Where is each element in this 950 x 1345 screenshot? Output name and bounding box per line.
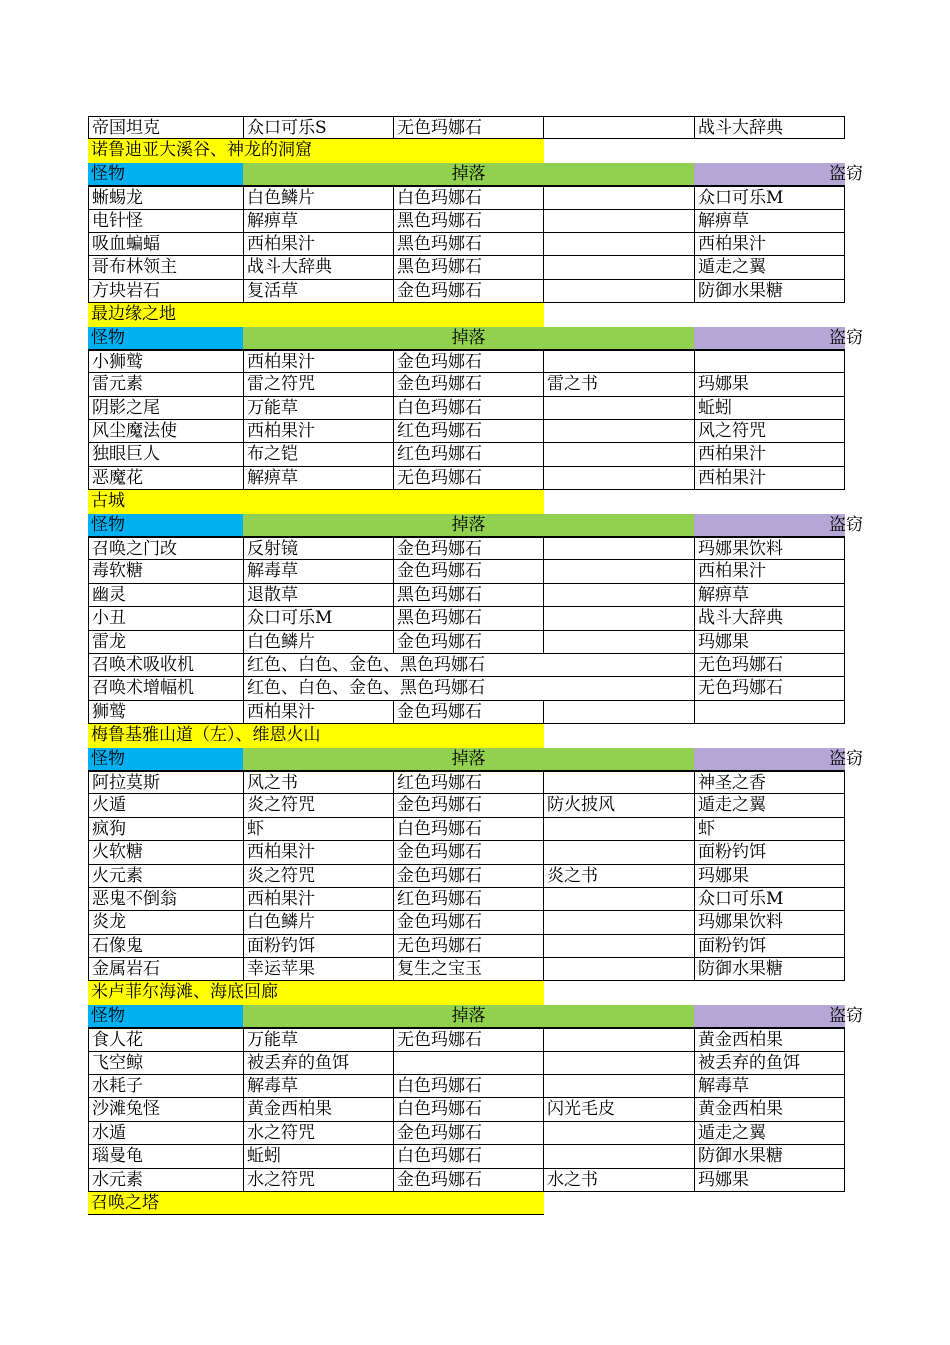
header-steal	[694, 163, 863, 186]
cell-drop-1: 万能草	[243, 1028, 393, 1051]
zone-title: 梅鲁基雅山道（左）、维恩火山	[88, 724, 544, 747]
cell-drop-merged: 红色、白色、金色、黑色玛娜石	[243, 654, 694, 677]
table-row	[88, 560, 845, 583]
cell-monster: 小丑	[88, 607, 243, 630]
cell-steal: 遁走之翼	[694, 794, 845, 817]
table-row	[88, 911, 845, 934]
header-drop: 掉落	[243, 327, 694, 350]
table-row	[88, 233, 845, 256]
cell-steal: 神圣之香	[694, 771, 845, 794]
cell-drop-2: 红色玛娜石	[393, 888, 543, 911]
cell-drop-2: 金色玛娜石	[393, 794, 543, 817]
cell-drop-2: 金色玛娜石	[393, 631, 543, 654]
cell-drop-3	[543, 771, 694, 794]
cell-drop-3	[543, 233, 694, 256]
cell-drop-2: 无色玛娜石	[393, 116, 543, 139]
cell-monster: 沙滩兔怪	[88, 1098, 243, 1121]
zone-row	[88, 303, 845, 326]
table-row	[88, 841, 845, 864]
header-monster: 怪物	[88, 1005, 243, 1028]
cell-steal: 风之符咒	[694, 420, 845, 443]
cell-drop-3: 炎之书	[543, 865, 694, 888]
cell-drop-2: 黑色玛娜石	[393, 607, 543, 630]
cell-steal: 无色玛娜石	[694, 654, 845, 677]
cell-drop-2: 金色玛娜石	[393, 1122, 543, 1145]
cell-monster: 小狮鹫	[88, 350, 243, 373]
table-row	[88, 865, 845, 888]
cell-drop-2: 黑色玛娜石	[393, 584, 543, 607]
cell-drop-3	[543, 1075, 694, 1098]
table-row	[88, 186, 845, 209]
cell-drop-2: 黑色玛娜石	[393, 256, 543, 279]
cell-drop-3	[543, 1145, 694, 1168]
table-row	[88, 631, 845, 654]
header-steal	[694, 1005, 863, 1028]
table-row	[88, 1028, 845, 1051]
cell-drop-2: 红色玛娜石	[393, 443, 543, 466]
zone-title: 召唤之塔	[88, 1192, 544, 1215]
cell-drop-2: 黑色玛娜石	[393, 210, 543, 233]
cell-drop-3	[543, 467, 694, 490]
cell-drop-2: 复生之宝玉	[393, 958, 543, 981]
cell-steal: 西柏果汁	[694, 443, 845, 466]
cell-drop-3	[543, 1052, 694, 1075]
cell-drop-1: 虾	[243, 818, 393, 841]
table-row	[88, 607, 845, 630]
header-drop: 掉落	[243, 1005, 694, 1028]
table-row	[88, 1145, 845, 1168]
table-row	[88, 210, 845, 233]
cell-monster: 吸血蝙蝠	[88, 233, 243, 256]
cell-steal: 玛娜果	[694, 1169, 845, 1192]
cell-drop-3	[543, 443, 694, 466]
header-monster: 怪物	[88, 748, 243, 771]
cell-drop-2: 金色玛娜石	[393, 280, 543, 303]
header-steal	[694, 327, 863, 350]
table-row	[88, 818, 845, 841]
cell-steal: 解痹草	[694, 210, 845, 233]
cell-drop-3	[543, 958, 694, 981]
cell-monster: 帝国坦克	[88, 116, 243, 139]
cell-monster: 雷龙	[88, 631, 243, 654]
cell-drop-3	[543, 420, 694, 443]
cell-drop-2: 白色玛娜石	[393, 397, 543, 420]
cell-monster: 蜥蜴龙	[88, 186, 243, 209]
cell-drop-1: 西柏果汁	[243, 888, 393, 911]
cell-drop-2: 金色玛娜石	[393, 350, 543, 373]
cell-steal: 众口可乐M	[694, 186, 845, 209]
cell-drop-2: 红色玛娜石	[393, 420, 543, 443]
table-row	[88, 677, 845, 700]
cell-drop-3	[543, 256, 694, 279]
cell-monster: 石像鬼	[88, 935, 243, 958]
zone-row	[88, 981, 845, 1004]
cell-monster: 电针怪	[88, 210, 243, 233]
table-row	[88, 256, 845, 279]
table-row	[88, 1169, 845, 1192]
table-row	[88, 1075, 845, 1098]
cell-drop-1: 西柏果汁	[243, 841, 393, 864]
cell-steal: 西柏果汁	[694, 467, 845, 490]
cell-drop-1: 蚯蚓	[243, 1145, 393, 1168]
cell-drop-1: 水之符咒	[243, 1122, 393, 1145]
cell-drop-1: 被丢弃的鱼饵	[243, 1052, 393, 1075]
zone-row	[88, 724, 845, 747]
cell-monster: 水遁	[88, 1122, 243, 1145]
cell-steal: 玛娜果	[694, 373, 845, 396]
cell-monster: 狮鹫	[88, 701, 243, 724]
table-row	[88, 1052, 845, 1075]
cell-steal: 西柏果汁	[694, 560, 845, 583]
monster-drop-steal-sheet	[88, 116, 863, 1215]
zone-row	[88, 490, 845, 513]
cell-drop-1: 解痹草	[243, 467, 393, 490]
table-row	[88, 350, 845, 373]
table-row	[88, 1122, 845, 1145]
cell-drop-3: 雷之书	[543, 373, 694, 396]
cell-steal: 西柏果汁	[694, 233, 845, 256]
cell-monster: 水耗子	[88, 1075, 243, 1098]
cell-steal: 黄金西柏果	[694, 1098, 845, 1121]
cell-steal: 被丢弃的鱼饵	[694, 1052, 845, 1075]
cell-drop-3	[543, 560, 694, 583]
cell-drop-1: 复活草	[243, 280, 393, 303]
header-monster: 怪物	[88, 514, 243, 537]
cell-steal: 遁走之翼	[694, 256, 845, 279]
cell-drop-3	[543, 280, 694, 303]
header-steal-label: 盗窃	[829, 514, 863, 535]
cell-drop-1: 面粉钓饵	[243, 935, 393, 958]
cell-drop-1: 解毒草	[243, 560, 393, 583]
cell-drop-3	[543, 210, 694, 233]
cell-steal: 黄金西柏果	[694, 1028, 845, 1051]
cell-drop-2: 金色玛娜石	[393, 537, 543, 560]
cell-monster: 火软糖	[88, 841, 243, 864]
header-drop: 掉落	[243, 514, 694, 537]
table-row	[88, 701, 845, 724]
header-row	[88, 163, 863, 186]
cell-steal: 玛娜果	[694, 865, 845, 888]
table-row	[88, 1098, 845, 1121]
header-steal	[694, 514, 863, 537]
cell-drop-1: 黄金西柏果	[243, 1098, 393, 1121]
table-row	[88, 537, 845, 560]
header-steal-label: 盗窃	[829, 1005, 863, 1026]
cell-drop-3	[543, 841, 694, 864]
table-row	[88, 420, 845, 443]
cell-monster: 炎龙	[88, 911, 243, 934]
cell-drop-3	[543, 186, 694, 209]
cell-drop-1: 水之符咒	[243, 1169, 393, 1192]
cell-monster: 火元素	[88, 865, 243, 888]
header-monster: 怪物	[88, 327, 243, 350]
cell-drop-1: 炎之符咒	[243, 865, 393, 888]
cell-monster: 恶鬼不倒翁	[88, 888, 243, 911]
cell-drop-1: 众口可乐S	[243, 116, 393, 139]
cell-monster: 水元素	[88, 1169, 243, 1192]
cell-drop-1: 风之书	[243, 771, 393, 794]
cell-drop-2: 白色玛娜石	[393, 1145, 543, 1168]
cell-monster: 方块岩石	[88, 280, 243, 303]
cell-drop-3	[543, 607, 694, 630]
table-row	[88, 935, 845, 958]
cell-steal: 虾	[694, 818, 845, 841]
table-row	[88, 654, 845, 677]
cell-drop-2: 无色玛娜石	[393, 467, 543, 490]
table-row	[88, 888, 845, 911]
cell-monster: 食人花	[88, 1028, 243, 1051]
cell-drop-2: 金色玛娜石	[393, 1169, 543, 1192]
table-row	[88, 280, 845, 303]
table-row	[88, 771, 845, 794]
header-monster: 怪物	[88, 163, 243, 186]
cell-steal: 众口可乐M	[694, 888, 845, 911]
cell-drop-3	[543, 116, 694, 139]
cell-drop-1: 西柏果汁	[243, 701, 393, 724]
table-row	[88, 116, 845, 139]
header-row	[88, 514, 863, 537]
cell-monster: 火遁	[88, 794, 243, 817]
cell-steal: 解毒草	[694, 1075, 845, 1098]
cell-steal: 蚯蚓	[694, 397, 845, 420]
zone-title: 诺鲁迪亚大溪谷、神龙的洞窟	[88, 139, 544, 162]
table-row	[88, 958, 845, 981]
header-steal-label: 盗窃	[829, 163, 863, 184]
cell-drop-2: 金色玛娜石	[393, 373, 543, 396]
cell-drop-3	[543, 818, 694, 841]
cell-drop-3: 水之书	[543, 1169, 694, 1192]
header-row	[88, 1005, 863, 1028]
cell-drop-2: 无色玛娜石	[393, 1028, 543, 1051]
zone-title: 最边缘之地	[88, 303, 544, 326]
cell-drop-2: 金色玛娜石	[393, 841, 543, 864]
cell-drop-3	[543, 584, 694, 607]
cell-drop-1: 幸运苹果	[243, 958, 393, 981]
header-row	[88, 748, 863, 771]
cell-drop-2: 白色玛娜石	[393, 186, 543, 209]
cell-drop-1: 布之铠	[243, 443, 393, 466]
cell-monster: 召唤术增幅机	[88, 677, 243, 700]
cell-drop-3: 闪光毛皮	[543, 1098, 694, 1121]
cell-drop-1: 白色鳞片	[243, 186, 393, 209]
cell-monster: 毒软糖	[88, 560, 243, 583]
cell-steal: 玛娜果饮料	[694, 911, 845, 934]
zone-row	[88, 139, 845, 162]
table-row	[88, 397, 845, 420]
cell-steal: 面粉钓饵	[694, 935, 845, 958]
zone-title: 米卢菲尔海滩、海底回廊	[88, 981, 544, 1004]
cell-drop-2: 红色玛娜石	[393, 771, 543, 794]
cell-monster: 恶魔花	[88, 467, 243, 490]
cell-drop-1: 解毒草	[243, 1075, 393, 1098]
cell-steal: 玛娜果	[694, 631, 845, 654]
cell-steal: 防御水果糖	[694, 1145, 845, 1168]
cell-drop-2: 白色玛娜石	[393, 818, 543, 841]
cell-steal	[694, 350, 845, 373]
cell-drop-1: 退散草	[243, 584, 393, 607]
cell-drop-2: 无色玛娜石	[393, 935, 543, 958]
header-steal-label: 盗窃	[829, 327, 863, 348]
cell-drop-2: 金色玛娜石	[393, 560, 543, 583]
cell-monster: 阿拉莫斯	[88, 771, 243, 794]
cell-drop-1: 西柏果汁	[243, 420, 393, 443]
header-drop: 掉落	[243, 748, 694, 771]
cell-drop-3	[543, 1028, 694, 1051]
cell-steal: 面粉钓饵	[694, 841, 845, 864]
zone-row	[88, 1192, 845, 1215]
cell-drop-1: 西柏果汁	[243, 233, 393, 256]
cell-drop-1: 西柏果汁	[243, 350, 393, 373]
cell-drop-1: 众口可乐M	[243, 607, 393, 630]
table-row	[88, 443, 845, 466]
cell-monster: 独眼巨人	[88, 443, 243, 466]
cell-drop-2: 黑色玛娜石	[393, 233, 543, 256]
cell-steal: 遁走之翼	[694, 1122, 845, 1145]
cell-drop-1: 战斗大辞典	[243, 256, 393, 279]
cell-drop-3	[543, 888, 694, 911]
table-row	[88, 467, 845, 490]
table-row	[88, 584, 845, 607]
cell-drop-3	[543, 537, 694, 560]
cell-drop-2: 白色玛娜石	[393, 1098, 543, 1121]
header-row	[88, 327, 863, 350]
cell-drop-merged: 红色、白色、金色、黑色玛娜石	[243, 677, 694, 700]
cell-drop-1: 万能草	[243, 397, 393, 420]
cell-drop-1: 反射镜	[243, 537, 393, 560]
cell-monster: 哥布林领主	[88, 256, 243, 279]
cell-drop-2: 白色玛娜石	[393, 1075, 543, 1098]
cell-steal	[694, 701, 845, 724]
cell-steal: 无色玛娜石	[694, 677, 845, 700]
cell-monster: 瑙曼龟	[88, 1145, 243, 1168]
cell-drop-1: 白色鳞片	[243, 911, 393, 934]
cell-drop-3	[543, 935, 694, 958]
cell-monster: 风尘魔法使	[88, 420, 243, 443]
cell-drop-2	[393, 1052, 543, 1075]
cell-drop-1: 白色鳞片	[243, 631, 393, 654]
cell-drop-1: 雷之符咒	[243, 373, 393, 396]
cell-drop-2: 金色玛娜石	[393, 911, 543, 934]
cell-drop-3	[543, 631, 694, 654]
cell-monster: 疯狗	[88, 818, 243, 841]
cell-steal: 解痹草	[694, 584, 845, 607]
cell-drop-2: 金色玛娜石	[393, 701, 543, 724]
cell-drop-3	[543, 1122, 694, 1145]
cell-monster: 雷元素	[88, 373, 243, 396]
header-steal	[694, 748, 863, 771]
cell-steal: 战斗大辞典	[694, 116, 845, 139]
table-row	[88, 373, 845, 396]
cell-monster: 阴影之尾	[88, 397, 243, 420]
header-drop: 掉落	[243, 163, 694, 186]
cell-steal: 防御水果糖	[694, 280, 845, 303]
cell-drop-3	[543, 397, 694, 420]
header-steal-label: 盗窃	[829, 748, 863, 769]
cell-steal: 玛娜果饮料	[694, 537, 845, 560]
table-row	[88, 794, 845, 817]
cell-drop-3	[543, 701, 694, 724]
cell-steal: 防御水果糖	[694, 958, 845, 981]
cell-drop-3	[543, 350, 694, 373]
cell-steal: 战斗大辞典	[694, 607, 845, 630]
cell-monster: 幽灵	[88, 584, 243, 607]
cell-drop-3	[543, 911, 694, 934]
cell-monster: 金属岩石	[88, 958, 243, 981]
cell-drop-1: 解痹草	[243, 210, 393, 233]
cell-drop-3: 防火披风	[543, 794, 694, 817]
zone-title: 古城	[88, 490, 544, 513]
cell-monster: 召唤之门改	[88, 537, 243, 560]
cell-monster: 召唤术吸收机	[88, 654, 243, 677]
cell-drop-2: 金色玛娜石	[393, 865, 543, 888]
cell-monster: 飞空鲸	[88, 1052, 243, 1075]
cell-drop-1: 炎之符咒	[243, 794, 393, 817]
